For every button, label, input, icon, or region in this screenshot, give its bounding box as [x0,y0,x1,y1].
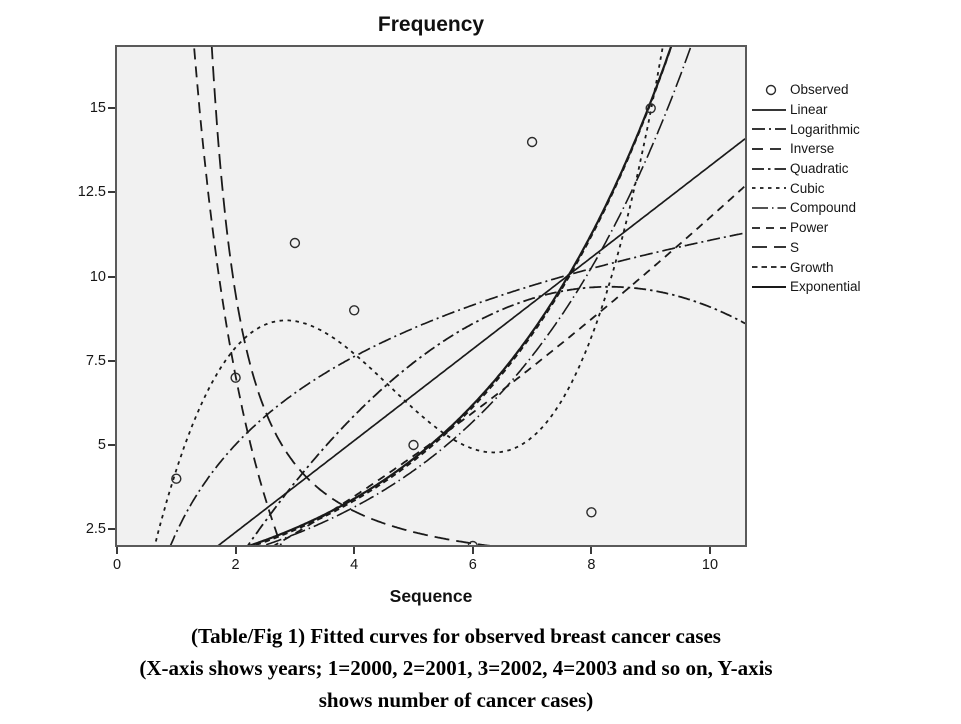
legend-item-cubic [752,178,861,198]
x-tick-mark [709,545,711,554]
legend-label: Growth [790,259,834,275]
legend-label: Exponential [790,279,861,295]
line-style-icon-cubic [752,181,786,195]
y-tick-mark [108,360,117,362]
x-tick-label: 8 [587,557,596,573]
legend-label: Observed [790,82,849,98]
x-tick-mark [472,545,474,554]
line-style-icon-power [752,221,786,235]
y-tick-label: 2.5 [85,521,106,538]
x-tick-mark [353,545,355,554]
legend-item-s [752,238,861,258]
plot-svg [117,47,745,545]
y-tick-mark [108,276,117,278]
x-tick-label: 2 [231,557,240,573]
x-tick-mark [116,545,118,554]
legend-label: Logarithmic [790,121,860,137]
x-tick-label: 4 [350,557,359,573]
legend-label: Compound [790,200,857,216]
caption-line-2: (X-axis shows years; 1=2000, 2=2001, 3=2002, 4=2003 and so on, Y-axis [139,656,773,680]
legend-item-compound [752,198,861,218]
x-tick-label: 0 [112,557,122,573]
line-style-icon-logarithmic [752,122,786,136]
x-axis-title: Sequence [389,586,473,606]
legend-item-logarithmic [752,119,861,139]
legend-item-linear [752,100,861,120]
legend [752,80,861,297]
x-tick-label: 10 [701,557,719,573]
legend-item-observed [752,80,861,100]
legend-label: Cubic [790,180,825,196]
line-style-icon-linear [752,103,786,117]
observed-marker-icon [752,83,786,97]
plot-background [117,47,745,545]
legend-item-power [752,218,861,238]
legend-item-growth [752,257,861,277]
caption-line-1: (Table/Fig 1) Fitted curves for observed breast cancer cases [191,624,721,648]
figure-caption [0,620,912,716]
line-style-icon-exponential [752,280,786,294]
legend-item-inverse [752,139,861,159]
y-tick-label: 10 [89,268,106,285]
x-tick-mark [590,545,592,554]
plot-area [117,47,745,545]
line-style-icon-compound [752,201,786,215]
legend-label: Quadratic [790,161,849,177]
y-tick-label: 15 [89,100,106,117]
line-style-icon-s [752,240,786,254]
y-tick-mark [108,191,117,193]
legend-label: Linear [790,102,828,118]
y-tick-label: 12.5 [77,184,106,201]
line-style-icon-quadratic [752,162,786,176]
y-tick-mark [108,528,117,530]
legend-item-quadratic [752,159,861,179]
x-tick-mark [235,545,237,554]
y-tick-label: 5 [97,436,106,453]
legend-label: Power [790,220,829,236]
y-tick-mark [108,444,117,446]
line-style-icon-growth [752,260,786,274]
x-tick-label: 6 [468,557,477,573]
legend-item-exponential [752,277,861,297]
line-style-icon-inverse [752,142,786,156]
y-tick-mark [108,107,117,109]
y-tick-label: 7.5 [85,352,106,369]
legend-label: Inverse [790,141,835,157]
caption-line-3: shows number of cancer cases) [318,688,594,712]
chart-title: Frequency [377,13,485,36]
legend-label: S [790,239,800,255]
